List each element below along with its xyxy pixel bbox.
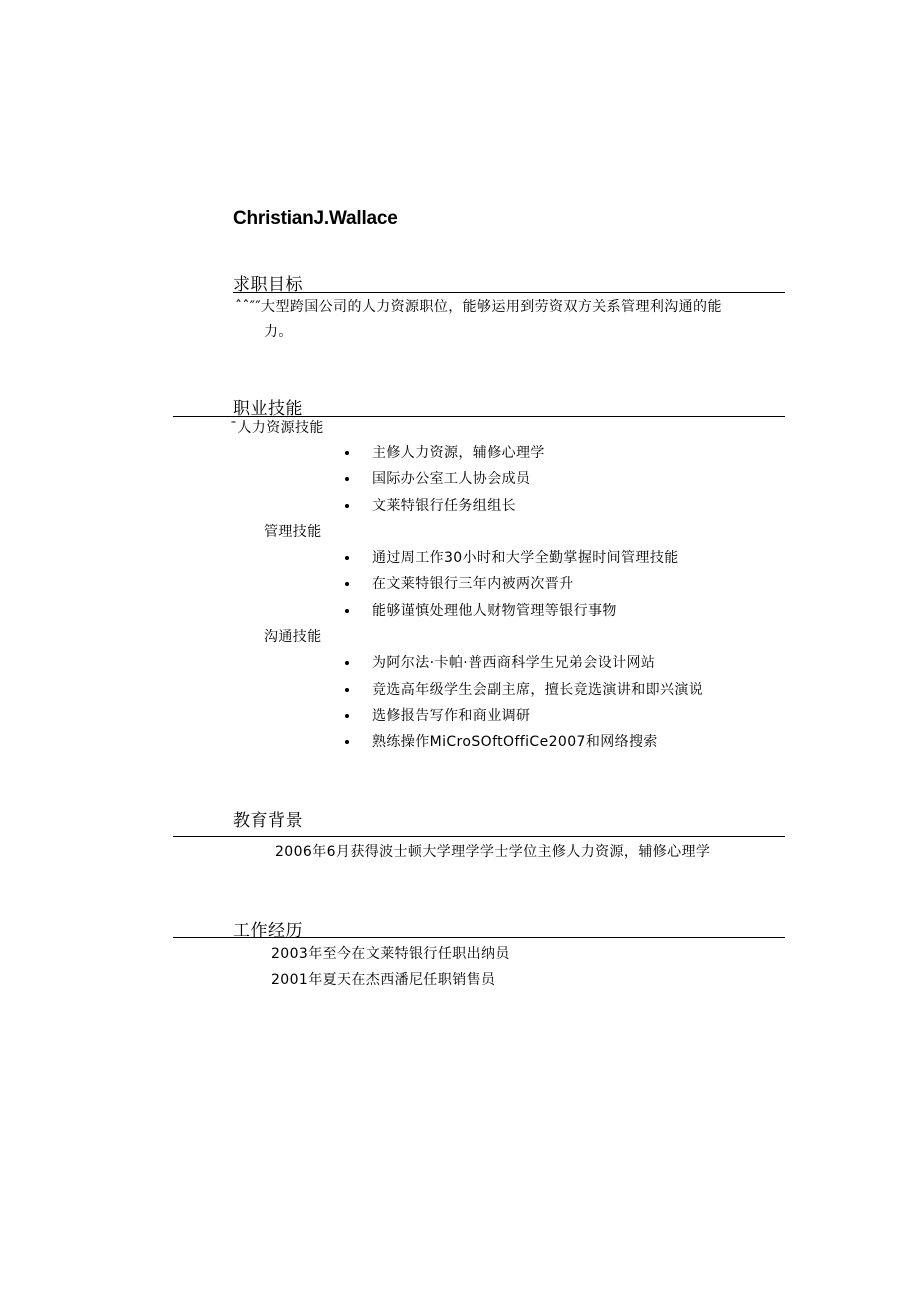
- skills-rule: [173, 416, 785, 417]
- objective-rule: [233, 292, 785, 293]
- skill-group-label-hr: ¯人力资源技能: [230, 420, 324, 436]
- bullet-icon: [345, 556, 349, 560]
- bullet-icon: [345, 740, 349, 744]
- skill-item: 在文莱特银行三年内被两次晋升: [372, 576, 574, 592]
- skill-group-label-communication: 沟通技能: [264, 629, 322, 645]
- education-entry: 2006年6月获得波士顿大学理学学士学位主修人力资源，辅修心理学: [275, 844, 711, 860]
- skill-item: 熟练操作MiCroSOftOffiCe2007和网络搜索: [372, 734, 658, 750]
- skill-item: 竞选高年级学生会副主席，擅长竞选演讲和即兴演说: [372, 682, 704, 698]
- skills-heading: 职业技能: [233, 399, 303, 419]
- skill-item: 文莱特银行任务组组长: [372, 498, 516, 514]
- education-heading: 教育背景: [233, 811, 303, 831]
- skill-item: 选修报告写作和商业调研: [372, 708, 531, 724]
- work-heading: 工作经历: [233, 921, 303, 941]
- bullet-icon: [345, 451, 349, 455]
- objective-line-1: ˆˆ″″大型跨国公司的人力资源职位，能够运用到劳资双方关系管理利沟通的能: [235, 299, 722, 315]
- work-entry: 2001年夏天在杰西潘尼任职销售员: [271, 972, 496, 988]
- work-rule: [173, 937, 785, 938]
- bullet-icon: [345, 504, 349, 508]
- skill-item: 能够谨慎处理他人财物管理等银行事物: [372, 603, 617, 619]
- work-entry: 2003年至今在文莱特银行任职出纳员: [271, 946, 510, 962]
- skill-item: 为阿尔法·卡帕·普西商科学生兄弟会设计网站: [372, 655, 656, 671]
- education-rule: [173, 836, 785, 837]
- objective-line-2: 力。: [264, 324, 293, 340]
- bullet-icon: [345, 582, 349, 586]
- bullet-icon: [345, 609, 349, 613]
- bullet-icon: [345, 477, 349, 481]
- skill-group-label-management: 管理技能: [264, 524, 322, 540]
- objective-heading: 求职目标: [233, 275, 303, 295]
- skill-item: 通过周工作30小时和大学全勤掌握时间管理技能: [372, 550, 679, 566]
- bullet-icon: [345, 688, 349, 692]
- skill-item: 国际办公室工人协会成员: [372, 471, 531, 487]
- candidate-name: ChristianJ.Wallace: [233, 208, 398, 229]
- skill-item: 主修人力资源，辅修心理学: [372, 445, 545, 461]
- bullet-icon: [345, 661, 349, 665]
- bullet-icon: [345, 714, 349, 718]
